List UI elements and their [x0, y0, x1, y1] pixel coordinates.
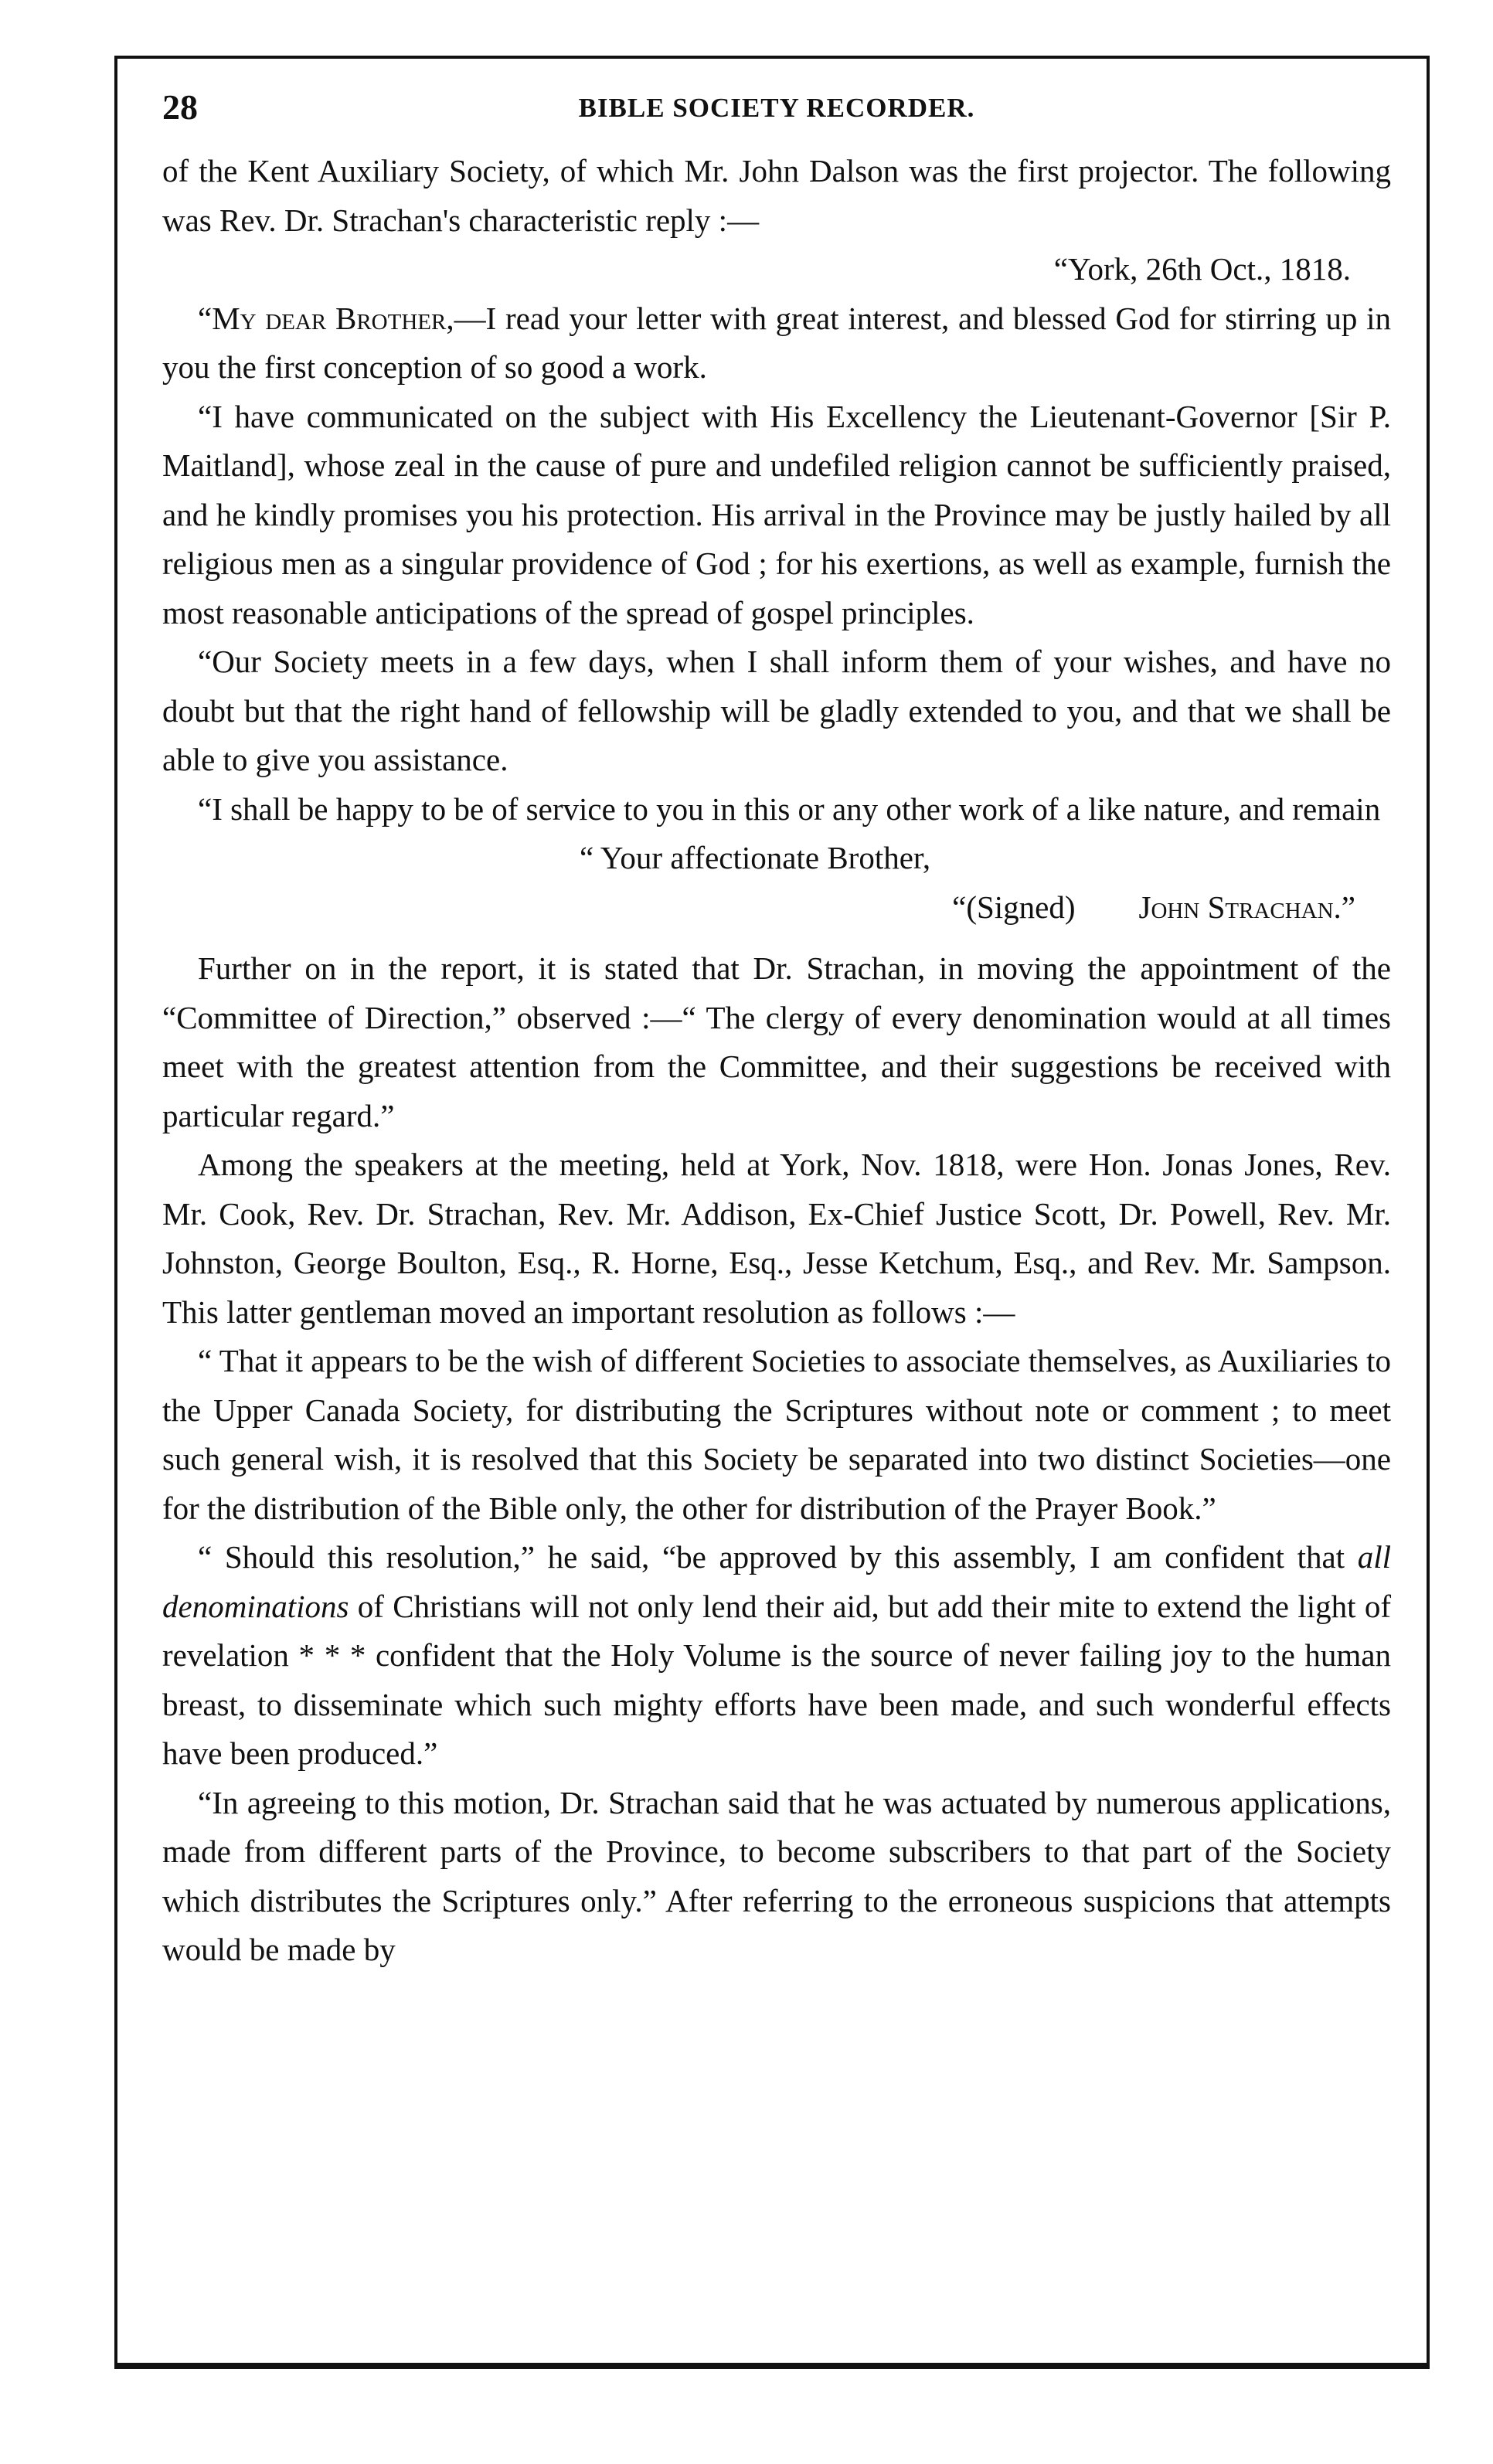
quote-part-2: of Christians will not only lend their aid, but add their mite to extend the light of revelation * * * confident that the Holy Volume is the source of never failing joy to the human breast, to disseminate which such mighty efforts have been made, and such wonderful effects have been produced.” — [162, 1588, 1391, 1771]
page-border-bottom-rule — [114, 2363, 1430, 2369]
quote-emphasis: all denominations — [162, 1539, 1391, 1624]
letter-signoff: “ Your affectionate Brother, — [580, 840, 931, 875]
paragraph-committee: Further on in the report, it is stated that Dr. Strachan, in moving the appointment of the “Committee of Direction,” observed :—“ The clergy of every denomination would at all times meet with the greatest attention from the Committee, and their suggestions be received with particular regard.” — [162, 950, 1391, 1133]
paragraph-resolution: “ That it appears to be the wish of different Societies to associate themselves, as Auxiliaries to the Upper Canada Society, for distributing the Scriptures without note or comment ; to meet such general wish, it is resolved that this Society be separated into two distinct Societies—one for the distribution of the Bible only, the other for distribution of the Prayer Book.” — [162, 1343, 1391, 1526]
letter-paragraph-3: “Our Society meets in a few days, when I shall inform them of your wishes, and have no doubt but that the right hand of fellowship will be gladly extended to you, and that we shall be able to give you assistance. — [162, 644, 1391, 777]
letter-opening-text: —I read your letter with great interest, and blessed God for stirring up in you the first conception of so good a work. — [162, 300, 1391, 385]
letter-salutation: “My dear Brother, — [198, 300, 454, 336]
page-number: 28 — [162, 87, 198, 127]
quote-part-1: “ Should this resolution,” he said, “be approved by this assembly, I am confident that — [198, 1539, 1358, 1575]
page-content — [162, 87, 1391, 1975]
letter-paragraph-4: “I shall be happy to be of service to you in this or any other work of a like nature, and remain — [198, 790, 1381, 827]
journal-title: BIBLE SOCIETY RECORDER. — [578, 93, 975, 123]
running-head — [162, 87, 1391, 147]
paragraph-speakers: Among the speakers at the meeting, held at York, Nov. 1818, were Hon. Jonas Jones, Rev. Mr. Cook, Rev. Dr. Strachan, Rev. Mr. Addison, Ex-Chief Justice Scott, Dr. Powell, Rev. Mr. Johnston, George Boulton, Esq., R. Horne, Esq., Jesse Ketchum, Esq., and Rev. Mr. Sampson. This latter gentleman moved an important resolution as follows :— — [162, 1147, 1391, 1330]
paragraph-agreeing: “In agreeing to this motion, Dr. Strachan said that he was actuated by numerous applications, made from different parts of the Province, to become subscribers to that part of the Society which distributes the Scriptures only.” After referring to the erroneous suspicions that attempts would be made by — [162, 1784, 1391, 1967]
paragraph-1: of the Kent Auxiliary Society, of which Mr. John Dalson was the first projector. The following was Rev. Dr. Strachan's characteristic reply :— — [162, 153, 1391, 238]
signed-name: John Strachan.” — [1138, 889, 1355, 925]
signed-label: “(Signed) — [952, 889, 1076, 925]
body-text — [162, 147, 1391, 1975]
letter-paragraph-2: “I have communicated on the subject with His Excellency the Lieutenant-Governor [Sir P. Maitland], whose zeal in the cause of pure and undefiled religion cannot be sufficiently praised, and he kindly promises you his protection. His arrival in the Province may be justly hailed by all religious men as a singular providence of God ; for his exertions, as well as example, furnish the most reasonable anticipations of the spread of gospel principles. — [162, 398, 1391, 630]
letter-salutation-paragraph — [162, 294, 1391, 393]
letter-signature-line — [162, 883, 1391, 933]
paragraph-should-resolution — [162, 1533, 1391, 1779]
letter-dateline: “York, 26th Oct., 1818. — [1053, 251, 1351, 287]
